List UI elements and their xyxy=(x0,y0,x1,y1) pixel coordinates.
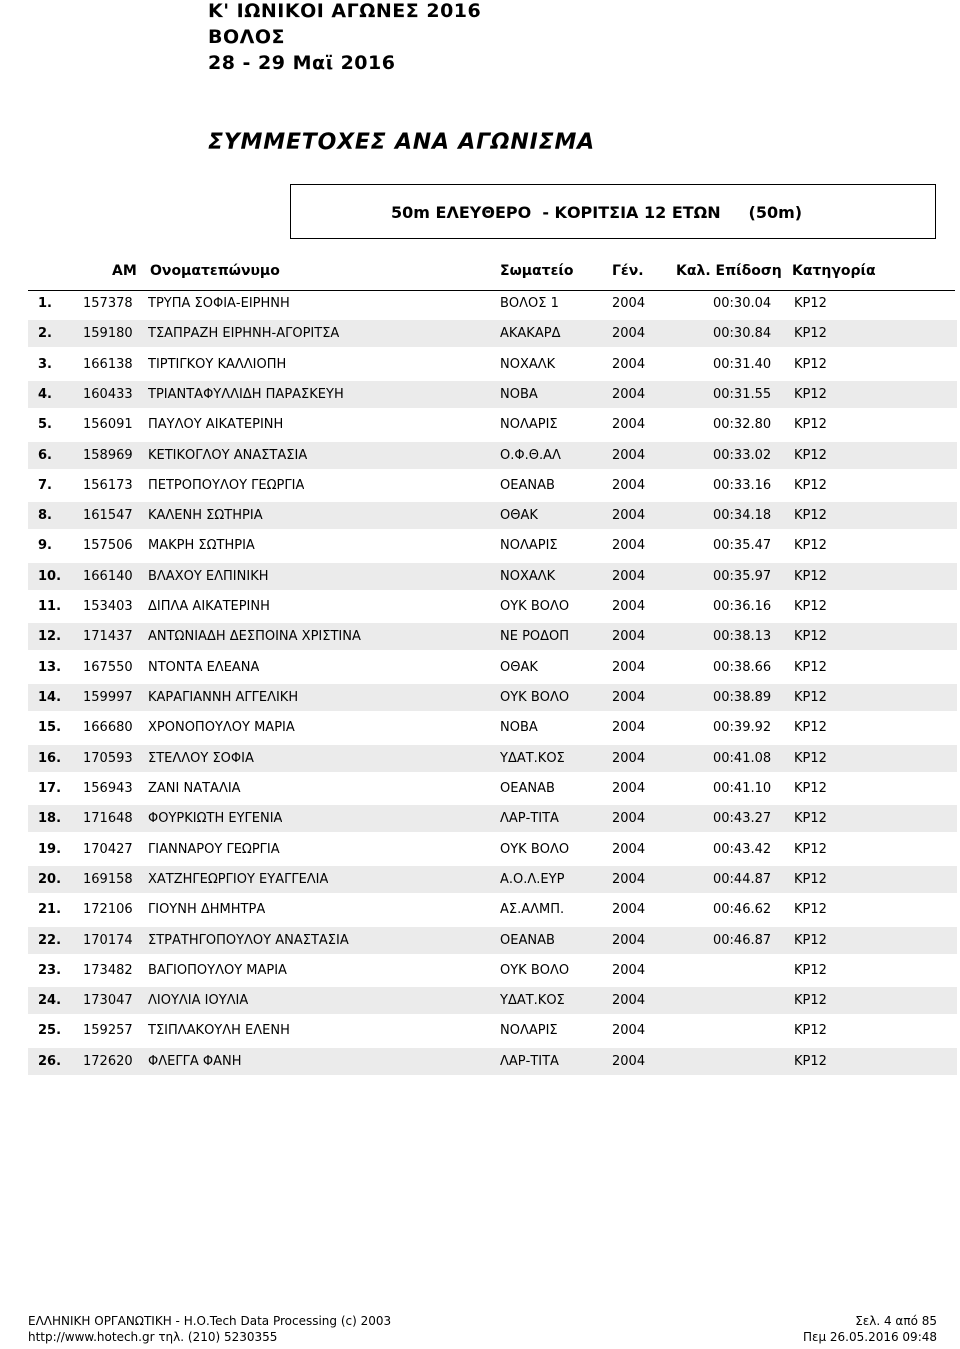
am-cell: 156173 xyxy=(83,478,133,493)
name-cell: ΤΡΙΑΝΤΑΦΥΛΛΙΔΗ ΠΑΡΑΣΚΕΥΗ xyxy=(148,387,344,402)
name-cell: ΒΑΓΙΟΠΟΥΛΟΥ ΜΑΡΙΑ xyxy=(148,963,287,978)
rank-cell: 1. xyxy=(38,296,52,311)
club-cell: ΟΕΑΝΑΒ xyxy=(500,781,555,796)
table-row xyxy=(28,896,957,923)
table-row xyxy=(28,1048,957,1075)
name-cell: ΒΛΑΧΟΥ ΕΛΠΙΝΙΚΗ xyxy=(148,569,269,584)
meet-dates: 28 - 29 Μαϊ 2016 xyxy=(208,52,396,74)
event-box xyxy=(290,184,936,239)
name-cell: ΠΕΤΡΟΠΟΥΛΟΥ ΓΕΩΡΓΙΑ xyxy=(148,478,305,493)
name-cell: ΔΙΠΛΑ ΑΙΚΑΤΕΡΙΝΗ xyxy=(148,599,270,614)
footer-page-number: Σελ. 4 από 85 xyxy=(855,1314,937,1328)
rank-cell: 11. xyxy=(38,599,62,614)
am-cell: 171437 xyxy=(83,629,133,644)
name-cell: ΝΤΟΝΤΑ ΕΛΕΑΝΑ xyxy=(148,660,260,675)
table-row xyxy=(28,714,957,741)
year-cell: 2004 xyxy=(612,478,646,493)
time-cell: 00:30.04 xyxy=(713,296,772,311)
category-cell: ΚΡ12 xyxy=(794,963,827,978)
table-row xyxy=(28,593,957,620)
am-cell: 173482 xyxy=(83,963,133,978)
table-row xyxy=(28,1017,957,1044)
am-cell: 157378 xyxy=(83,296,133,311)
time-cell: 00:41.08 xyxy=(713,751,772,766)
time-cell: 00:39.92 xyxy=(713,720,772,735)
am-cell: 159997 xyxy=(83,690,133,705)
year-cell: 2004 xyxy=(612,569,646,584)
document-title: ΣΥΜΜΕΤΟΧΕΣ ΑΝΑ ΑΓΩΝΙΣΜΑ xyxy=(208,130,595,155)
time-cell: 00:35.47 xyxy=(713,538,772,553)
time-cell: 00:32.80 xyxy=(713,417,772,432)
rank-cell: 8. xyxy=(38,508,52,523)
time-cell: 00:46.62 xyxy=(713,902,772,917)
name-cell: ΚΕΤΙΚΟΓΛΟΥ ΑΝΑΣΤΑΣΙΑ xyxy=(148,448,308,463)
year-cell: 2004 xyxy=(612,296,646,311)
am-cell: 159257 xyxy=(83,1023,133,1038)
name-cell: ΑΝΤΩΝΙΑΔΗ ΔΕΣΠΟΙΝΑ ΧΡΙΣΤΙΝΑ xyxy=(148,629,361,644)
year-cell: 2004 xyxy=(612,993,646,1008)
name-cell: ΣΤΡΑΤΗΓΟΠΟΥΛΟΥ ΑΝΑΣΤΑΣΙΑ xyxy=(148,933,349,948)
rank-cell: 25. xyxy=(38,1023,62,1038)
rank-cell: 15. xyxy=(38,720,62,735)
am-cell: 170174 xyxy=(83,933,133,948)
year-cell: 2004 xyxy=(612,1054,646,1069)
category-cell: ΚΡ12 xyxy=(794,508,827,523)
am-cell: 172106 xyxy=(83,902,133,917)
column-header-am: ΑΜ xyxy=(112,263,137,279)
table-row xyxy=(28,472,957,499)
footer-company: ΕΛΛΗΝΙΚΗ ΟΡΓΑΝΩΤΙΚΗ - Η.Ο.Tech Data Processing (c) 2003 xyxy=(28,1314,392,1328)
column-header-category: Κατηγορία xyxy=(792,263,876,279)
year-cell: 2004 xyxy=(612,842,646,857)
category-cell: ΚΡ12 xyxy=(794,569,827,584)
rank-cell: 3. xyxy=(38,357,52,372)
year-cell: 2004 xyxy=(612,811,646,826)
club-cell: ΟΕΑΝΑΒ xyxy=(500,478,555,493)
year-cell: 2004 xyxy=(612,720,646,735)
club-cell: ΝΟΛΑΡΙΣ xyxy=(500,1023,558,1038)
time-cell: 00:46.87 xyxy=(713,933,772,948)
name-cell: ΛΙΟΥΛΙΑ ΙΟΥΛΙΑ xyxy=(148,993,249,1008)
name-cell: ΖΑΝΙ ΝΑΤΑΛΙΑ xyxy=(148,781,241,796)
am-cell: 169158 xyxy=(83,872,133,887)
name-cell: ΚΑΡΑΓΙΑΝΝΗ ΑΓΓΕΛΙΚΗ xyxy=(148,690,299,705)
year-cell: 2004 xyxy=(612,599,646,614)
table-row xyxy=(28,987,957,1014)
year-cell: 2004 xyxy=(612,751,646,766)
year-cell: 2004 xyxy=(612,417,646,432)
table-row xyxy=(28,684,957,711)
rank-cell: 16. xyxy=(38,751,62,766)
category-cell: ΚΡ12 xyxy=(794,902,827,917)
am-cell: 160433 xyxy=(83,387,133,402)
category-cell: ΚΡ12 xyxy=(794,538,827,553)
club-cell: ΝΟΧΑΛΚ xyxy=(500,357,556,372)
rank-cell: 20. xyxy=(38,872,62,887)
table-row xyxy=(28,502,957,529)
table-row xyxy=(28,775,957,802)
rank-cell: 9. xyxy=(38,538,52,553)
club-cell: Α.Ο.Λ.ΕΥΡ xyxy=(500,872,565,887)
category-cell: ΚΡ12 xyxy=(794,1054,827,1069)
category-cell: ΚΡ12 xyxy=(794,811,827,826)
rank-cell: 4. xyxy=(38,387,52,402)
time-cell: 00:38.66 xyxy=(713,660,772,675)
club-cell: ΝΟΒΑ xyxy=(500,387,538,402)
club-cell: ΟΕΑΝΑΒ xyxy=(500,933,555,948)
name-cell: ΤΣΑΠΡΑΖΗ ΕΙΡΗΝΗ-ΑΓΟΡΙΤΣΑ xyxy=(148,326,340,341)
club-cell: ΑΣ.ΑΛΜΠ. xyxy=(500,902,565,917)
rank-cell: 6. xyxy=(38,448,52,463)
table-row xyxy=(28,805,957,832)
rank-cell: 14. xyxy=(38,690,62,705)
club-cell: ΛΑΡ-ΤΙΤΑ xyxy=(500,811,559,826)
year-cell: 2004 xyxy=(612,357,646,372)
category-cell: ΚΡ12 xyxy=(794,357,827,372)
am-cell: 156943 xyxy=(83,781,133,796)
category-cell: ΚΡ12 xyxy=(794,417,827,432)
time-cell: 00:35.97 xyxy=(713,569,772,584)
rank-cell: 21. xyxy=(38,902,62,917)
table-row xyxy=(28,866,957,893)
column-header-time: Καλ. Επίδοση xyxy=(676,263,782,279)
name-cell: ΤΙΡΤΙΓΚΟΥ ΚΑΛΛΙΟΠΗ xyxy=(148,357,287,372)
rank-cell: 19. xyxy=(38,842,62,857)
time-cell: 00:41.10 xyxy=(713,781,772,796)
club-cell: ΟΘΑΚ xyxy=(500,508,538,523)
am-cell: 157506 xyxy=(83,538,133,553)
rank-cell: 18. xyxy=(38,811,62,826)
time-cell: 00:33.02 xyxy=(713,448,772,463)
rank-cell: 23. xyxy=(38,963,62,978)
footer-contact: http://www.hotech.gr τηλ. (210) 5230355 xyxy=(28,1330,278,1344)
name-cell: ΧΡΟΝΟΠΟΥΛΟΥ ΜΑΡΙΑ xyxy=(148,720,295,735)
table-row xyxy=(28,927,957,954)
club-cell: ΒΟΛΟΣ 1 xyxy=(500,296,559,311)
column-header-name: Ονοματεπώνυμο xyxy=(150,263,280,279)
table-row xyxy=(28,532,957,559)
club-cell: ΟΥΚ ΒΟΛΟ xyxy=(500,690,570,705)
category-cell: ΚΡ12 xyxy=(794,296,827,311)
am-cell: 161547 xyxy=(83,508,133,523)
category-cell: ΚΡ12 xyxy=(794,872,827,887)
year-cell: 2004 xyxy=(612,690,646,705)
am-cell: 166680 xyxy=(83,720,133,735)
club-cell: ΝΕ ΡΟΔΟΠ xyxy=(500,629,570,644)
category-cell: ΚΡ12 xyxy=(794,751,827,766)
table-row xyxy=(28,836,957,863)
year-cell: 2004 xyxy=(612,387,646,402)
category-cell: ΚΡ12 xyxy=(794,842,827,857)
name-cell: ΓΙΟΥΝΗ ΔΗΜΗΤΡΑ xyxy=(148,902,266,917)
table-row xyxy=(28,351,957,378)
name-cell: ΣΤΕΛΛΟΥ ΣΟΦΙΑ xyxy=(148,751,254,766)
year-cell: 2004 xyxy=(612,1023,646,1038)
club-cell: ΟΘΑΚ xyxy=(500,660,538,675)
club-cell: ΑΚΑΚΑΡΔ xyxy=(500,326,561,341)
footer-timestamp: Πεμ 26.05.2016 09:48 xyxy=(802,1330,937,1344)
table-row xyxy=(28,290,957,317)
year-cell: 2004 xyxy=(612,629,646,644)
club-cell: ΥΔΑΤ.ΚΟΣ xyxy=(500,751,565,766)
club-cell: ΝΟΒΑ xyxy=(500,720,538,735)
name-cell: ΓΙΑΝΝΑΡΟΥ ΓΕΩΡΓΙΑ xyxy=(148,842,280,857)
rank-cell: 10. xyxy=(38,569,62,584)
table-row xyxy=(28,411,957,438)
am-cell: 167550 xyxy=(83,660,133,675)
table-row xyxy=(28,957,957,984)
rank-cell: 26. xyxy=(38,1054,62,1069)
time-cell: 00:43.27 xyxy=(713,811,772,826)
year-cell: 2004 xyxy=(612,326,646,341)
event-title: 50m ΕΛΕΥΘΕΡΟ - ΚΟΡΙΤΣΙΑ 12 ΕΤΩΝ (50m) xyxy=(391,203,803,222)
club-cell: ΟΥΚ ΒΟΛΟ xyxy=(500,842,570,857)
name-cell: ΦΟΥΡΚΙΩΤΗ ΕΥΓΕΝΙΑ xyxy=(148,811,283,826)
rank-cell: 17. xyxy=(38,781,62,796)
table-row xyxy=(28,745,957,772)
time-cell: 00:43.42 xyxy=(713,842,772,857)
rank-cell: 7. xyxy=(38,478,52,493)
name-cell: ΤΣΙΠΛΑΚΟΥΛΗ ΕΛΕΝΗ xyxy=(148,1023,290,1038)
club-cell: Ο.Φ.Θ.ΑΛ xyxy=(500,448,561,463)
am-cell: 153403 xyxy=(83,599,133,614)
table-row xyxy=(28,381,957,408)
time-cell: 00:38.89 xyxy=(713,690,772,705)
year-cell: 2004 xyxy=(612,538,646,553)
club-cell: ΛΑΡ-ΤΙΤΑ xyxy=(500,1054,559,1069)
category-cell: ΚΡ12 xyxy=(794,781,827,796)
name-cell: ΠΑΥΛΟΥ ΑΙΚΑΤΕΡΙΝΗ xyxy=(148,417,284,432)
year-cell: 2004 xyxy=(612,660,646,675)
year-cell: 2004 xyxy=(612,872,646,887)
category-cell: ΚΡ12 xyxy=(794,690,827,705)
category-cell: ΚΡ12 xyxy=(794,660,827,675)
rank-cell: 22. xyxy=(38,933,62,948)
time-cell: 00:34.18 xyxy=(713,508,772,523)
column-header-club: Σωματείο xyxy=(500,263,574,279)
category-cell: ΚΡ12 xyxy=(794,933,827,948)
table-row xyxy=(28,563,957,590)
am-cell: 173047 xyxy=(83,993,133,1008)
category-cell: ΚΡ12 xyxy=(794,326,827,341)
club-cell: ΝΟΛΑΡΙΣ xyxy=(500,538,558,553)
name-cell: ΤΡΥΠΑ ΣΟΦΙΑ-ΕΙΡΗΝΗ xyxy=(148,296,290,311)
table-row xyxy=(28,442,957,469)
time-cell: 00:33.16 xyxy=(713,478,772,493)
club-cell: ΟΥΚ ΒΟΛΟ xyxy=(500,599,570,614)
club-cell: ΟΥΚ ΒΟΛΟ xyxy=(500,963,570,978)
am-cell: 166140 xyxy=(83,569,133,584)
rank-cell: 12. xyxy=(38,629,62,644)
year-cell: 2004 xyxy=(612,781,646,796)
category-cell: ΚΡ12 xyxy=(794,720,827,735)
name-cell: ΦΛΕΓΓΑ ΦΑΝΗ xyxy=(148,1054,242,1069)
rank-cell: 13. xyxy=(38,660,62,675)
year-cell: 2004 xyxy=(612,902,646,917)
category-cell: ΚΡ12 xyxy=(794,387,827,402)
rank-cell: 5. xyxy=(38,417,52,432)
time-cell: 00:30.84 xyxy=(713,326,772,341)
time-cell: 00:31.40 xyxy=(713,357,772,372)
category-cell: ΚΡ12 xyxy=(794,478,827,493)
am-cell: 166138 xyxy=(83,357,133,372)
am-cell: 171648 xyxy=(83,811,133,826)
time-cell: 00:44.87 xyxy=(713,872,772,887)
year-cell: 2004 xyxy=(612,508,646,523)
time-cell: 00:31.55 xyxy=(713,387,772,402)
table-row xyxy=(28,320,957,347)
rank-cell: 2. xyxy=(38,326,52,341)
club-cell: ΝΟΧΑΛΚ xyxy=(500,569,556,584)
category-cell: ΚΡ12 xyxy=(794,448,827,463)
am-cell: 170427 xyxy=(83,842,133,857)
column-header-year: Γέν. xyxy=(612,263,644,279)
am-cell: 159180 xyxy=(83,326,133,341)
year-cell: 2004 xyxy=(612,933,646,948)
table-row xyxy=(28,654,957,681)
meet-location: ΒΟΛΟΣ xyxy=(208,26,285,48)
category-cell: ΚΡ12 xyxy=(794,1023,827,1038)
am-cell: 170593 xyxy=(83,751,133,766)
am-cell: 158969 xyxy=(83,448,133,463)
meet-title: Κ' ΙΩΝΙΚΟΙ ΑΓΩΝΕΣ 2016 xyxy=(208,0,482,22)
year-cell: 2004 xyxy=(612,448,646,463)
category-cell: ΚΡ12 xyxy=(794,993,827,1008)
am-cell: 172620 xyxy=(83,1054,133,1069)
name-cell: ΧΑΤΖΗΓΕΩΡΓΙΟΥ ΕΥΑΓΓΕΛΙΑ xyxy=(148,872,329,887)
category-cell: ΚΡ12 xyxy=(794,599,827,614)
rank-cell: 24. xyxy=(38,993,62,1008)
am-cell: 156091 xyxy=(83,417,133,432)
club-cell: ΥΔΑΤ.ΚΟΣ xyxy=(500,993,565,1008)
time-cell: 00:38.13 xyxy=(713,629,772,644)
club-cell: ΝΟΛΑΡΙΣ xyxy=(500,417,558,432)
year-cell: 2004 xyxy=(612,963,646,978)
name-cell: ΚΑΛΕΝΗ ΣΩΤΗΡΙΑ xyxy=(148,508,263,523)
name-cell: ΜΑΚΡΗ ΣΩΤΗΡΙΑ xyxy=(148,538,255,553)
time-cell: 00:36.16 xyxy=(713,599,772,614)
table-row xyxy=(28,623,957,650)
category-cell: ΚΡ12 xyxy=(794,629,827,644)
